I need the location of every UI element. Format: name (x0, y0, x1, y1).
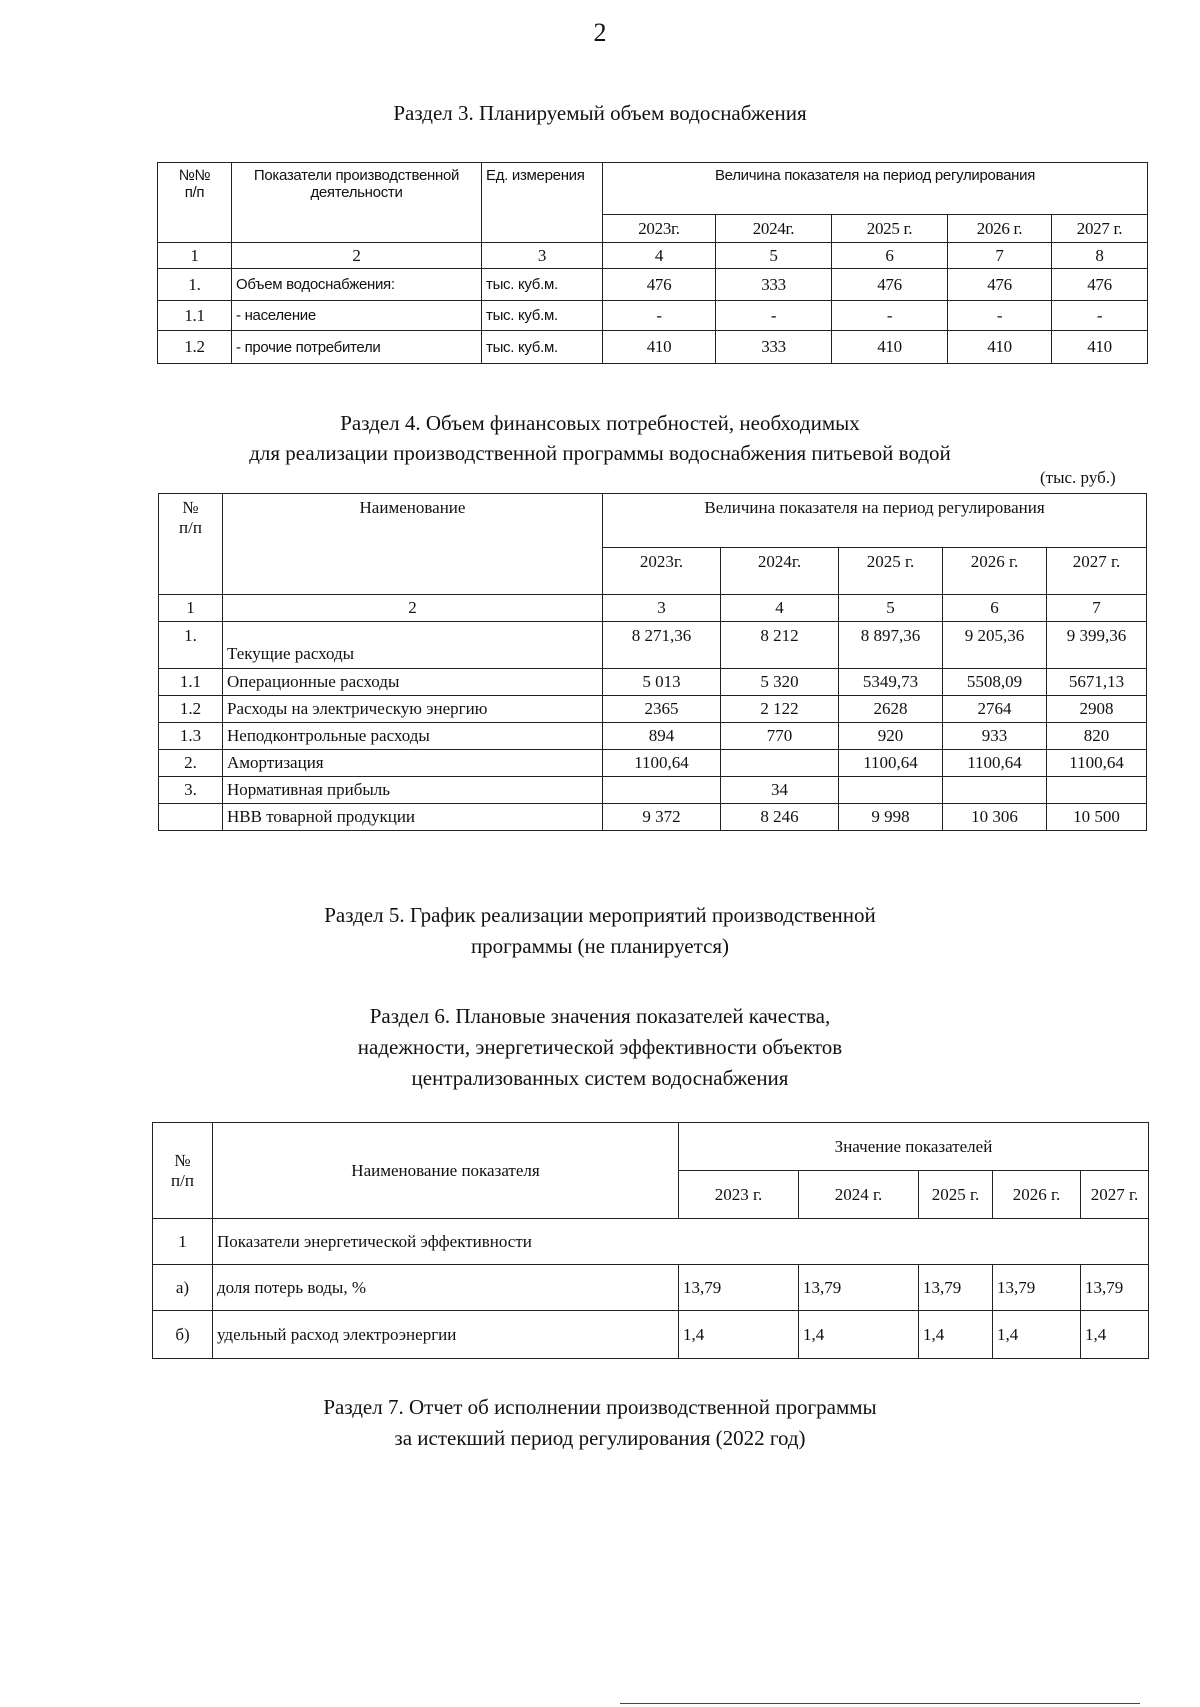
col-number: 3 (603, 595, 721, 622)
year-2027: 2027 г. (1047, 548, 1147, 595)
unit-note: (тыс. руб.) (1040, 468, 1116, 487)
year-2025: 2025 г. (832, 215, 948, 243)
table-row: 1.3 Неподконтрольные расходы 894 770 920 933 820 (159, 723, 1147, 750)
section3-table (157, 162, 1148, 364)
table-row: 1. Объем водоснабжения: тыс. куб.м. 476 333 476 476 476 (158, 269, 1148, 301)
table-row: 1.2 Расходы на электрическую энергию 2365 2 122 2628 2764 2908 (159, 696, 1147, 723)
col-number: 2 (223, 595, 603, 622)
year-2023: 2023г. (603, 548, 721, 595)
header-values: Значение показателей (679, 1123, 1149, 1171)
year-2027: 2027 г. (1052, 215, 1148, 243)
footer-divider (620, 1703, 1140, 1704)
year-2026: 2026 г. (948, 215, 1052, 243)
col-number: 8 (1052, 243, 1148, 269)
header-num: № п/п (159, 494, 223, 595)
header-period: Величина показателя на период регулирования (603, 494, 1147, 548)
table-row: 1.1 Операционные расходы 5 013 5 320 5349,73 5508,09 5671,13 (159, 669, 1147, 696)
header-unit: Ед. измерения (482, 163, 603, 243)
col-number: 3 (482, 243, 603, 269)
table-row: 2. Амортизация 1100,64 1100,64 1100,64 1100,64 (159, 750, 1147, 777)
col-number: 5 (839, 595, 943, 622)
col-number: 4 (721, 595, 839, 622)
section6-title-line2: надежности, энергетической эффективности объектов (357, 1035, 843, 1059)
section5-title-line1: Раздел 5. График реализации мероприятий производственной (324, 903, 876, 927)
year-2027: 2027 г. (1081, 1171, 1149, 1219)
header-num: № п/п (153, 1123, 213, 1219)
header-name: Наименование (223, 494, 603, 595)
page-number: 2 (593, 18, 607, 47)
header-indicator: Показатели производственной деятельности (232, 163, 482, 243)
header-period: Величина показателя на период регулирования (603, 163, 1148, 215)
col-number: 1 (159, 595, 223, 622)
section7-title-line1: Раздел 7. Отчет об исполнении производственной программы (323, 1395, 877, 1419)
table-row: 1. Текущие расходы 8 271,36 8 212 8 897,36 9 205,36 9 399,36 (159, 622, 1147, 669)
table-row: б) удельный расход электроэнергии 1,4 1,4 1,4 1,4 1,4 (153, 1311, 1149, 1359)
col-number: 6 (943, 595, 1047, 622)
section7-title-line2: за истекший период регулирования (2022 год) (394, 1426, 806, 1450)
header-name: Наименование показателя (213, 1123, 679, 1219)
table-row: а) доля потерь воды, % 13,79 13,79 13,79 13,79 13,79 (153, 1265, 1149, 1311)
section5-title-line2: программы (не планируется) (470, 934, 730, 958)
col-number: 7 (948, 243, 1052, 269)
col-number: 2 (232, 243, 482, 269)
table-row: 1.2 - прочие потребители тыс. куб.м. 410 333 410 410 410 (158, 331, 1148, 364)
year-2026: 2026 г. (993, 1171, 1081, 1219)
col-number: 4 (603, 243, 716, 269)
col-number: 6 (832, 243, 948, 269)
table-row: 3. Нормативная прибыль 34 (159, 777, 1147, 804)
header-num: №№ п/п (158, 163, 232, 243)
year-2024: 2024г. (721, 548, 839, 595)
section4-title-line1: Раздел 4. Объем финансовых потребностей, необходимых (340, 411, 860, 435)
table-row: 1.1 - население тыс. куб.м. - - - - - (158, 301, 1148, 331)
col-number: 5 (716, 243, 832, 269)
section3-title: Раздел 3. Планируемый объем водоснабжения (393, 101, 807, 125)
year-2025: 2025 г. (919, 1171, 993, 1219)
year-2025: 2025 г. (839, 548, 943, 595)
section6-table (152, 1122, 1149, 1359)
year-2023: 2023г. (603, 215, 716, 243)
table-group-row: 1 Показатели энергетической эффективности (153, 1219, 1149, 1265)
year-2024: 2024 г. (799, 1171, 919, 1219)
section6-title-line3: централизованных систем водоснабжения (411, 1066, 789, 1090)
section6-title-line1: Раздел 6. Плановые значения показателей качества, (369, 1004, 831, 1028)
section4-table (158, 493, 1147, 831)
col-number: 1 (158, 243, 232, 269)
year-2023: 2023 г. (679, 1171, 799, 1219)
section4-title-line2: для реализации производственной программы водоснабжения питьевой водой (249, 441, 951, 465)
year-2024: 2024г. (716, 215, 832, 243)
col-number: 7 (1047, 595, 1147, 622)
year-2026: 2026 г. (943, 548, 1047, 595)
table-row-total: НВВ товарной продукции 9 372 8 246 9 998 10 306 10 500 (159, 804, 1147, 831)
